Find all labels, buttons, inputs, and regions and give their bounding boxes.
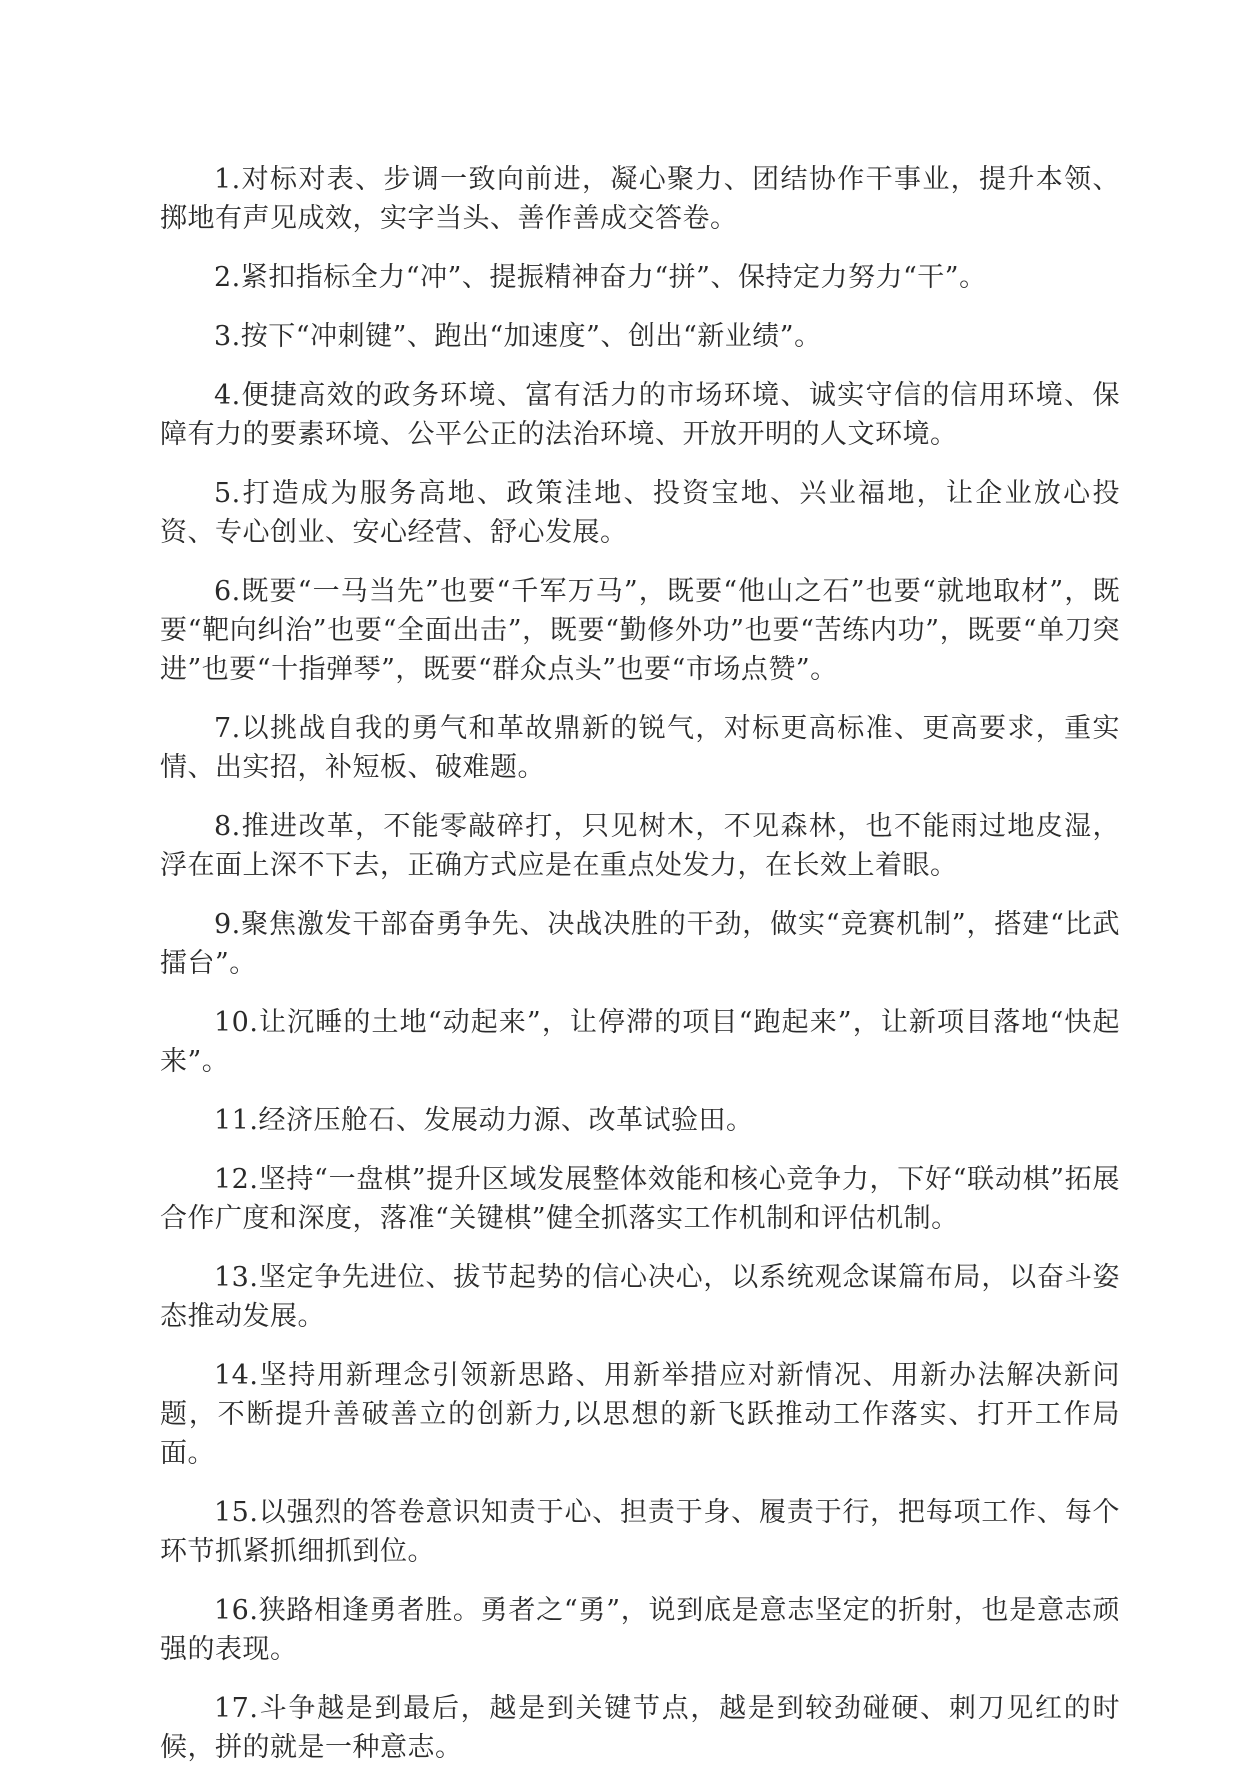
- paragraph-6: 6.既要“一马当先”也要“千军万马”，既要“他山之石”也要“就地取材”，既要“靶向纠治”也要“全面出击”，既要“勤修外功”也要“苦练内功”，既要“单刀突进”也要“十指弹琴”，既要“群众点头”也要“市场点赞”。: [160, 576, 1120, 685]
- paragraph-8: 8.推进改革，不能零敲碎打，只见树木，不见森林，也不能雨过地皮湿，浮在面上深不下去，正确方式应是在重点处发力，在长效上着眼。: [160, 811, 1120, 881]
- paragraph-7: 7.以挑战自我的勇气和革故鼎新的锐气，对标更高标准、更高要求，重实情、出实招，补短板、破难题。: [160, 713, 1120, 783]
- paragraph-13: 13.坚定争先进位、拔节起势的信心决心，以系统观念谋篇布局，以奋斗姿态推动发展。: [160, 1262, 1120, 1332]
- paragraph-12: 12.坚持“一盘棋”提升区域发展整体效能和核心竞争力，下好“联动棋”拓展合作广度和深度，落准“关键棋”健全抓落实工作机制和评估机制。: [160, 1164, 1120, 1234]
- document-body: [160, 160, 1120, 1787]
- paragraph-17: 17.斗争越是到最后，越是到关键节点，越是到较劲碰硬、刺刀见红的时候，拼的就是一种意志。: [160, 1693, 1120, 1763]
- paragraph-16: 16.狭路相逢勇者胜。勇者之“勇”，说到底是意志坚定的折射，也是意志顽强的表现。: [160, 1595, 1120, 1665]
- paragraph-14: 14.坚持用新理念引领新思路、用新举措应对新情况、用新办法解决新问题，不断提升善破善立的创新力,以思想的新飞跃推动工作落实、打开工作局面。: [160, 1360, 1120, 1469]
- paragraph-2: 2.紧扣指标全力“冲”、提振精神奋力“拼”、保持定力努力“干”。: [214, 262, 987, 293]
- paragraph-11: 11.经济压舱石、发展动力源、改革试验田。: [214, 1105, 754, 1136]
- paragraph-10: 10.让沉睡的土地“动起来”，让停滞的项目“跑起来”，让新项目落地“快起来”。: [160, 1007, 1120, 1077]
- paragraph-5: 5.打造成为服务高地、政策洼地、投资宝地、兴业福地，让企业放心投资、专心创业、安心经营、舒心发展。: [160, 478, 1120, 548]
- paragraph-3: 3.按下“冲刺键”、跑出“加速度”、创出“新业绩”。: [214, 321, 822, 352]
- paragraph-9: 9.聚焦激发干部奋勇争先、决战决胜的干劲，做实“竞赛机制”，搭建“比武擂台”。: [160, 909, 1120, 979]
- paragraph-15: 15.以强烈的答卷意识知责于心、担责于身、履责于行，把每项工作、每个环节抓紧抓细抓到位。: [160, 1497, 1120, 1567]
- paragraph-1: 1.对标对表、步调一致向前进，凝心聚力、团结协作干事业，提升本领、掷地有声见成效，实字当头、善作善成交答卷。: [160, 164, 1120, 234]
- paragraph-4: 4.便捷高效的政务环境、富有活力的市场环境、诚实守信的信用环境、保障有力的要素环境、公平公正的法治环境、开放开明的人文环境。: [160, 380, 1120, 450]
